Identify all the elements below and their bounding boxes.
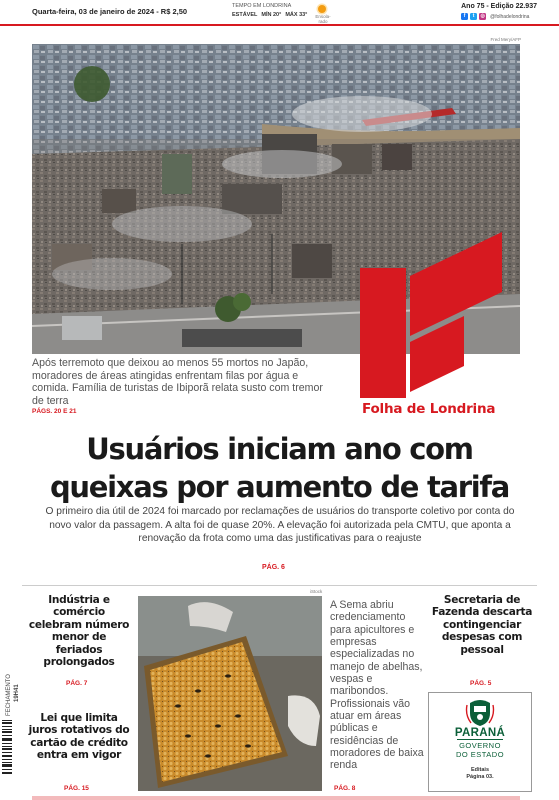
instagram-icon[interactable]: ◎ [480,13,485,19]
parana-crest-icon [465,697,495,727]
main-lead: O primeiro dia útil de 2024 foi marcado por reclamações de usuários do transporte coletivo por conta do novo valor da passagem. A alta foi de quase 20%. A elevação foi autorizada pela CMTU, que aponta a renovação da frota como uma das justificativas para o reajuste [45,506,515,545]
gov-line-2: DO ESTADO [455,750,505,759]
main-headline[interactable] [14,430,545,506]
headline-line-1: Usuários iniciam ano com [86,432,473,466]
brand-name: Folha de Londrina [362,401,496,417]
facebook-icon[interactable]: f [461,13,468,20]
left-story-1-pages[interactable]: PÁG. 7 [66,680,88,687]
left-story-2-pages[interactable]: PÁG. 15 [64,785,89,792]
gov-line-1: GOVERNO [459,741,501,750]
hero-pages-link[interactable]: PÁGS. 20 E 21 [32,408,77,415]
gov-edital [429,767,531,781]
right-story-title[interactable]: Secretaria de Fazenda descarta contingenciar despesas com pessoal [431,594,533,656]
weather-icon-label: Ensola-rado [315,14,331,24]
folha-logo-icon [360,232,506,398]
right-story-pages[interactable]: PÁG. 5 [470,680,492,687]
weather-condition: ESTÁVEL [232,12,258,18]
max-temp: MÁX 33° [285,12,308,18]
headline-line-2: queixas por aumento de tarifa [49,470,510,504]
social-handle: @folhadelondrina [490,13,530,20]
left-story-2-title[interactable]: Lei que limita juros rotativos do cartão de crédito entra em vigor [28,712,130,762]
bee-story-pages[interactable]: PÁG. 8 [334,785,356,792]
footer-bar [32,796,520,800]
sun-icon [318,5,326,13]
gov-edital-2: Página 03. [466,774,494,780]
fechamento-label: FECHAMENTO [6,674,12,716]
min-temp: MÍN 20° [261,12,282,18]
bee-photo-credit: iStock [310,589,323,594]
left-story-1-title[interactable]: Indústria e comércio celebram número menor de feriados prolongados [28,594,130,669]
weather-title: TEMPO EM LONDRINA [232,3,292,9]
gov-edital-1: Editais [470,767,490,773]
barcode-icon [0,718,16,778]
closing-time: 19H41 [14,684,20,702]
government-ad[interactable] [428,692,532,792]
main-pages-link[interactable]: PÁG. 6 [262,564,285,571]
gov-divider [457,739,503,740]
gov-state-name: PARANÁ [454,727,506,739]
section-divider [22,585,537,586]
bee-story-text: A Sema abriu credenciamento para apicultores e empresas especializadas no manejo de abelhas, vespas e maribondos. Profissionais vão atuar em áreas públicas e residências de moradores de baixa renda [330,599,424,772]
edition-number: Ano 75 - Edição 22.937 [461,3,537,10]
twitter-icon[interactable]: t [470,13,477,20]
edition-box [461,3,537,20]
photo-credit: Fred Mery/AFP [490,37,521,42]
date-price: Quarta-feira, 03 de janeiro de 2024 - R$ 2,50 [32,7,188,16]
beekeeper-photo [138,596,322,791]
hero-caption: Após terremoto que deixou ao menos 55 mortos no Japão, moradores de áreas atingidas enfrentam filas por água e comida. Família de turistas de Ibiporã relata susto com tremor de terra [32,357,323,408]
masthead-strip [0,0,559,26]
